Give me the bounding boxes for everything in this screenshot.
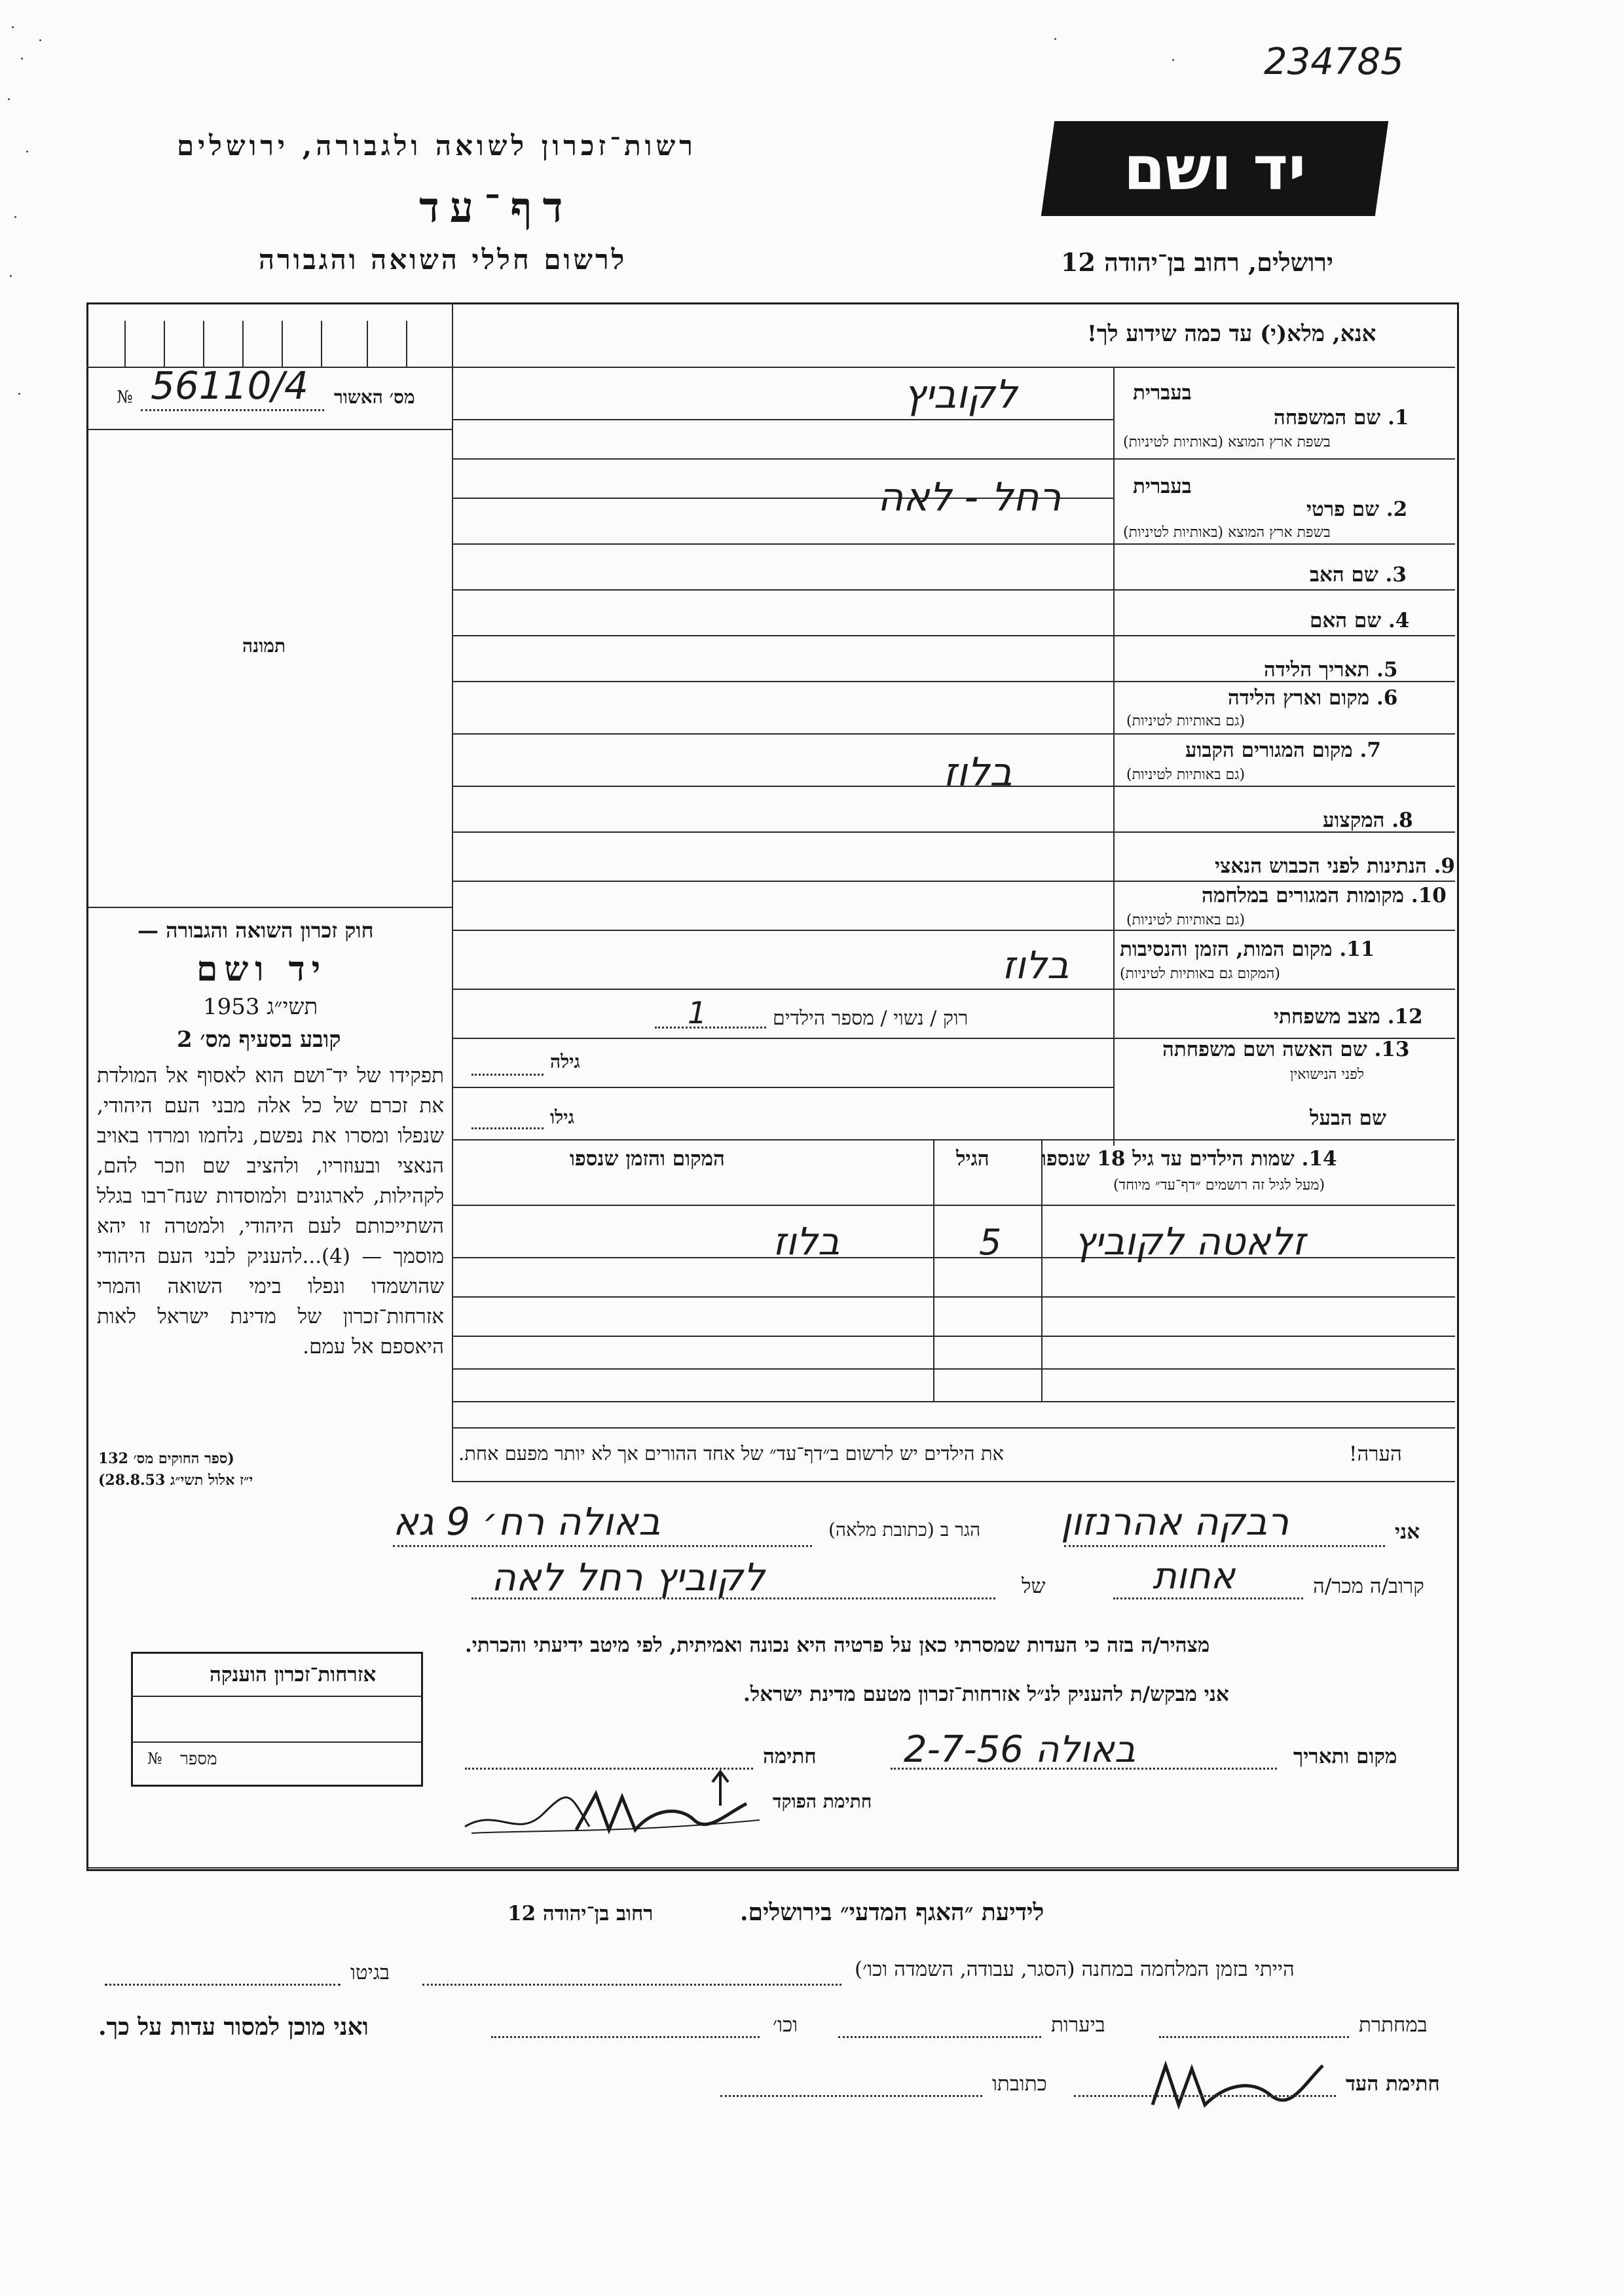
footer-title: לידיעת ״האגף המדעי״ בירושלים. xyxy=(740,1899,1044,1926)
archive-number: 234785 xyxy=(1264,41,1404,83)
witness-address-value: באולה רח׳ 9 גא xyxy=(393,1499,661,1544)
field-wartime-places-note: (גם באותיות לטיניות) xyxy=(1126,912,1246,928)
field-father-label: 3. שם האב xyxy=(1310,563,1407,587)
latin-note-1: בשפת ארץ המוצא (באותיות לטיניות) xyxy=(1123,434,1331,450)
witness-signature-label: חתימת העד xyxy=(1346,2072,1440,2096)
law-clause: קובע בסעיף מס׳ 2 xyxy=(177,1027,341,1053)
husband-label: שם הבעל xyxy=(1310,1106,1386,1130)
given-name-value: רחל - לאה xyxy=(877,475,1061,520)
law-title: חוק זכרון השואה והגבורה — xyxy=(138,918,374,943)
citizenship-number-label: מספר xyxy=(180,1749,217,1769)
of-name-value: לקוביץ רחל לאה xyxy=(491,1555,765,1599)
header-address: ירושלים, רחוב בן־יהודה 12 xyxy=(1061,247,1333,277)
child-age-value: 5 xyxy=(979,1222,1002,1263)
page-title: דף־עד xyxy=(419,183,574,232)
footer-etc: וכו׳ xyxy=(773,2013,798,2037)
citizenship-no-symbol: № xyxy=(147,1749,162,1768)
in-hebrew-label-2: בעברית xyxy=(1133,475,1192,498)
law-name: יד ושם xyxy=(196,949,327,989)
field-children-note: (מעל לגיל זה רושמים ״דף־עד״ מיוחד) xyxy=(1113,1177,1325,1194)
field-wife-note: לפני הנישואין xyxy=(1290,1066,1365,1083)
law-date: י״ז אלול תשי״ג 28.8.53) xyxy=(98,1472,253,1489)
official-signature-label: חתימת הפוקד xyxy=(773,1791,872,1812)
certificate-no-symbol: № xyxy=(117,388,133,407)
yad-vashem-logo xyxy=(1041,121,1388,216)
relation-value: אחות xyxy=(1153,1555,1236,1597)
latin-note-2: בשפת ארץ המוצא (באותיות לטיניות) xyxy=(1123,524,1331,541)
age-label-m: גילו xyxy=(550,1106,574,1128)
children-count-value: 1 xyxy=(688,995,707,1030)
witness-name-value: רבקה אהרנזון xyxy=(1061,1499,1289,1544)
remark-label: הערה! xyxy=(1349,1442,1402,1466)
field-wife-label: 13. שם האשה ושם משפחתה xyxy=(1162,1038,1410,1061)
footer-ghetto: בגיטו xyxy=(350,1961,390,1984)
field-given-name-label: 2. שם פרטי xyxy=(1306,498,1408,521)
declaration-request: אני מבקש/ת להעניק לנ״ל אזרחות־זכרון מטעם מדינת ישראל. xyxy=(743,1683,1229,1706)
relative-label: קרוב/ה מכר/ה xyxy=(1313,1575,1424,1598)
field-citizenship-label: 9. הנתינות לפני הכבוש הנאצי xyxy=(1215,854,1455,878)
declaration-i: אני xyxy=(1395,1520,1420,1544)
field-residence-label: 7. מקום המגורים הקבוע xyxy=(1185,738,1381,762)
child-name-value: זלאטה לקוביץ xyxy=(1074,1219,1306,1264)
logo-text: יד ושם xyxy=(1123,134,1306,204)
citizenship-box-title: אזרחות־זכרון הוענקה xyxy=(210,1663,377,1686)
witness-signature xyxy=(1139,2039,1336,2118)
footer-address-label: כתובתו xyxy=(992,2072,1047,2096)
form-instruction: אנא, מלא(י) עד כמה שידוע לך! xyxy=(1087,321,1376,347)
footer-ready: ואני מוכן למסור עדות על כך. xyxy=(98,2013,369,2041)
field-children-label: 14. שמות הילדים עד גיל 18 שנספו xyxy=(1041,1147,1337,1171)
field-death-label: 11. מקום המות, הזמן והנסיבות xyxy=(1120,938,1375,961)
child-place-value: בלוז xyxy=(773,1219,840,1264)
age-label-f: גילה xyxy=(550,1051,580,1072)
law-year: תשי״ג 1953 xyxy=(203,994,318,1020)
field-marital-label: 12. מצב משפחתי xyxy=(1274,1005,1423,1029)
field-birthplace-label: 6. מקום וארץ הלידה xyxy=(1228,686,1398,710)
surname-value: לקוביץ xyxy=(904,372,1018,418)
residing-label: הגר ב (כתובת מלאה) xyxy=(828,1519,981,1540)
footer-address: רחוב בן־יהודה 12 xyxy=(507,1902,654,1925)
field-mother-label: 4. שם האם xyxy=(1310,609,1410,632)
death-place-value: בלוז xyxy=(1002,943,1069,987)
col-age-header: הגיל xyxy=(956,1147,989,1171)
arrow-mark xyxy=(707,1768,733,1807)
authority-name: רשות־זכרון לשואה ולגבורה, ירושלים xyxy=(177,130,697,162)
footer-underground: במחתרת xyxy=(1359,2013,1428,2037)
field-death-note: (המקום גם באותיות לטיניות) xyxy=(1120,966,1280,982)
photo-label: תמונה xyxy=(242,635,286,657)
field-profession-label: 8. המקצוע xyxy=(1323,809,1413,832)
field-surname-label: 1. שם המשפחה xyxy=(1274,406,1409,429)
law-source: (ספר החוקים מס׳ 132 xyxy=(98,1450,234,1467)
of-label: של xyxy=(1022,1575,1046,1598)
residence-value: בלוז xyxy=(943,750,1012,795)
col-place-header: המקום והזמן שנספו xyxy=(570,1147,725,1171)
certificate-label: מס׳ האשור xyxy=(334,386,415,408)
field-wartime-places-label: 10. מקומות המגורים במלחמה xyxy=(1202,884,1447,907)
page-subtitle: לרשום חללי השואה והגבורה xyxy=(259,244,627,276)
field-residence-note: (גם באותיות לטיניות) xyxy=(1126,767,1246,783)
law-text: תפקידו של יד־ושם הוא לאסוף אל המולדת את זכרם של כל אלה מבני העם היהודי, שנפלו ומסרו את נפשם, נלחמו ומרדו באויב הנאצי ובעוזריו, ולהציב שם וזכר להם, לקהילות, לארגונים ולמוסדות שנח־רבו בגלל השתייכותם לעם היהודי, ולמטרה זו יהא מוסמך — (4)...להעניק לבני העם היהודי שהושמדו ונפלו בימי השואה והמרי אזרחות־זכרון של מדינת ישראל לאות היאספם אל עמם. xyxy=(97,1064,444,1358)
field-birthplace-note: (גם באותיות לטיניות) xyxy=(1126,713,1246,729)
place-date-label: מקום ותאריך xyxy=(1293,1745,1397,1768)
remark-text: את הילדים יש לרשום ב״דף־עד״ של אחד ההורים אך לא יותר מפעם אחת. xyxy=(458,1442,1004,1465)
footer-forests: ביערות xyxy=(1051,2013,1105,2037)
signature-label: חתימה xyxy=(763,1745,817,1768)
marital-options: רוק / נשוי / מספר הילדים xyxy=(773,1007,969,1030)
certificate-number: 56110/4 xyxy=(151,363,308,408)
footer-line1: הייתי בזמן המלחמה במחנה (הסגר, עבודה, השמדה וכו׳) xyxy=(855,1958,1295,1981)
place-date-value: באולה 2-7-56 xyxy=(904,1728,1136,1771)
in-hebrew-label-1: בעברית xyxy=(1133,381,1192,405)
declaration-statement: מצהיר/ה בזה כי העדות שמסרתי כאן על פרטיה היא נכונה ואמיתית, לפי מיטב ידיעתי והכרתי. xyxy=(465,1633,1210,1657)
field-birthdate-label: 5. תאריך הלידה xyxy=(1264,658,1398,682)
